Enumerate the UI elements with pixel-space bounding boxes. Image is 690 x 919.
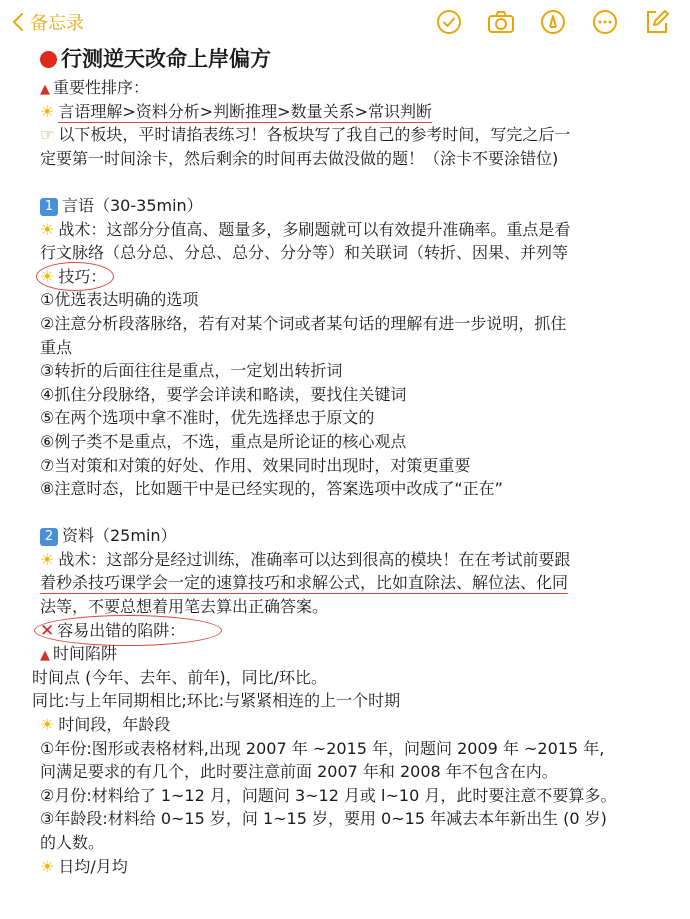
s1-tactic-line-1 <box>40 218 660 242</box>
camera-icon[interactable] <box>486 8 516 36</box>
s2-period: 时间段，年龄段 <box>58 715 171 735</box>
list-item: ③年龄段:材料给 0~15 岁，问 1~15 岁，要用 0~15 年减去本年新出生 (0 岁) <box>40 809 607 829</box>
s2-time-trap-line <box>40 642 660 666</box>
list-item: 同比:与上年同期相比;环比:与紧紧相连的上一个时期 <box>32 691 401 711</box>
cross-mark-icon: ✕ <box>40 620 55 641</box>
section2-title: 资料（25min） <box>62 526 177 546</box>
s2-trap-line <box>40 619 660 643</box>
s2-daily-line <box>40 855 660 879</box>
red-triangle-icon: ▲ <box>40 648 50 664</box>
s2-tactic-text-2: 着秒杀技巧课学会一定的速算技巧和求解公式，比如直除法、解位法、化同 <box>40 573 569 593</box>
s2-trap-label: 容易出错的陷阱： <box>57 620 186 640</box>
pointing-hand-icon: ☞ <box>40 125 55 145</box>
section1-title-line <box>40 194 660 218</box>
section1-title: 言语（30-35min） <box>62 195 203 215</box>
s2-period-line <box>40 713 660 737</box>
intro-text-1: 以下板块，平时请掐表练习！各板块写了我自己的参考时间，写完之后一 <box>58 125 571 145</box>
check-circle-icon[interactable] <box>434 8 464 36</box>
order-header: 重要性排序： <box>53 78 150 97</box>
keycap-two-icon: 2 <box>40 528 58 546</box>
compose-icon[interactable] <box>642 8 672 36</box>
list-item: ②月份:材料给了 1~12 月，问题问 3~12 月或 l~10 月，此时要注意不要算多。 <box>40 785 617 805</box>
sun-icon: ☀ <box>40 266 55 286</box>
list-item: 重点 <box>40 337 73 357</box>
intro-line-2: 定要第一时间涂卡，然后剩余的时间再去做没做的题！（涂卡不要涂错位) <box>40 148 559 168</box>
note-title: 行测逆天改命上岸偏方 <box>61 47 271 71</box>
section2-title-line <box>40 524 660 548</box>
list-item: ⑥例子类不是重点，不选，重点是所论证的核心观点 <box>40 431 407 451</box>
list-item: 问满足要求的有几个，此时要注意前面 2007 年和 2008 年不包含在内。 <box>40 762 558 782</box>
list-item: ⑦当对策和对策的好处、作用、效果同时出现时，对策更重要 <box>40 455 471 475</box>
list-item: ④抓住分段脉络，要学会详读和略读，要找住关键词 <box>40 384 407 404</box>
list-item: ⑤在两个选项中拿不准时，优先选择忠于原文的 <box>40 408 375 428</box>
back-label: 备忘录 <box>30 13 84 34</box>
order-header-line <box>40 76 660 100</box>
red-triangle-icon: ▲ <box>40 82 50 97</box>
s1-skill-label: 技巧： <box>58 266 107 286</box>
list-item: ①年份:图形或表格材料,出现 2007 年 ~2015 年，问题问 2009 年 ~2015 年, <box>40 738 605 758</box>
s2-time-trap: 时间陷阱 <box>53 644 118 664</box>
note-body[interactable] <box>32 43 660 878</box>
pen-markup-icon[interactable] <box>538 8 568 36</box>
keycap-one-icon: 1 <box>40 198 58 216</box>
list-item: 时间点 (今年、去年、前年)，同比/环比。 <box>32 667 327 687</box>
back-button[interactable] <box>12 10 84 34</box>
list-item: 的人数。 <box>40 833 105 852</box>
s2-tactic-line-1 <box>40 548 660 572</box>
red-circle-icon <box>40 51 57 68</box>
order-text: 言语理解>资料分析>判断推理>数量关系>常识判断 <box>58 101 432 121</box>
s2-tactic-text-1: 战术：这部分是经过训练，准确率可以达到很高的模块！在在考试前要跟 <box>58 549 571 569</box>
sun-icon: ☀ <box>40 856 55 876</box>
s1-tactic-line-2: 行文脉络（总分总、分总、总分、分分等）和关联词（转折、因果、并列等 <box>40 243 569 263</box>
intro-line-1 <box>40 123 660 147</box>
more-icon[interactable] <box>590 8 620 36</box>
s1-skill-line <box>40 265 660 289</box>
list-item: ①优选表达明确的选项 <box>40 290 199 310</box>
list-item: ②注意分析段落脉络，若有对某个词或者某句话的理解有进一步说明，抓住 <box>40 313 567 333</box>
sun-icon: ☀ <box>40 101 55 121</box>
list-item: ⑧注意时态，比如题干中是已经实现的，答案选项中改成了“正在” <box>40 479 503 499</box>
s2-tactic-line-3: 法等，不要总想着用笔去算出正确答案。 <box>40 597 329 617</box>
chevron-left-icon <box>12 12 24 32</box>
sun-icon: ☀ <box>40 715 55 735</box>
order-line <box>40 100 660 124</box>
nav-bar <box>0 0 690 44</box>
s1-tactic-text-1: 战术：这部分分值高、题量多，多刷题就可以有效提升准确率。重点是看 <box>58 219 571 239</box>
note-title-line <box>40 43 660 76</box>
s2-tactic-line-2 <box>40 571 660 595</box>
sun-icon: ☀ <box>40 219 55 239</box>
list-item: ③转折的后面往往是重点，一定划出转折词 <box>40 361 343 381</box>
sun-icon: ☀ <box>40 549 55 569</box>
s2-daily: 日均/月均 <box>58 856 128 876</box>
